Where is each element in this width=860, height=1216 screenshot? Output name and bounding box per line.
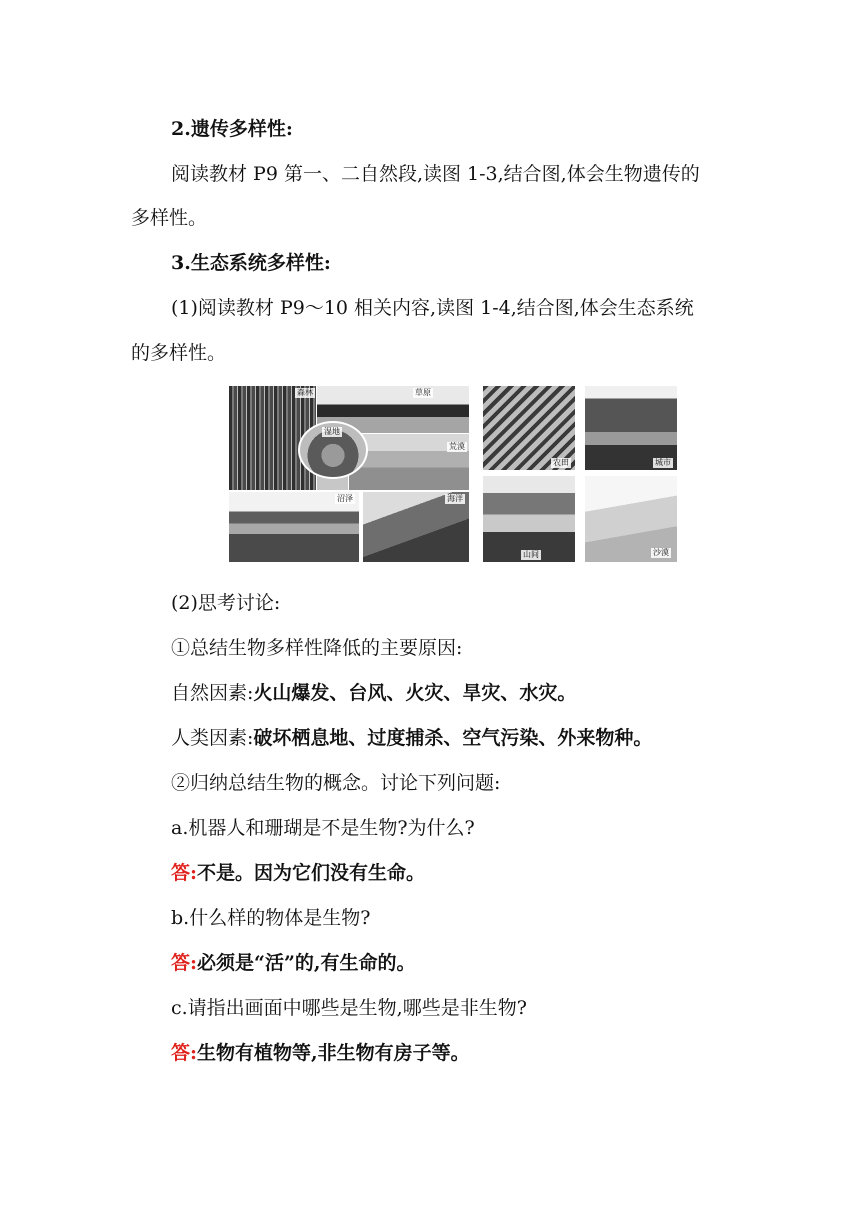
farmland-label: 农田 <box>553 458 569 467</box>
sand-desert-photo <box>584 475 678 563</box>
ocean-label: 海洋 <box>447 494 463 503</box>
wetland-photo <box>298 421 368 479</box>
ecosystem-diversity-text-1: (1)阅读教材 P9～10 相关内容,读图 1-4,结合图,体会生态系统 <box>171 297 694 319</box>
desert-wild-label: 荒漠 <box>449 442 465 451</box>
ecosystem-diversity-title: 3.生态系统多样性: <box>171 252 331 274</box>
answer-label: 答: <box>171 1042 198 1064</box>
answer-a-line <box>171 861 740 885</box>
sand-desert-label: 沙漠 <box>653 548 669 557</box>
city-photo <box>584 385 678 471</box>
mountain-photo <box>482 475 576 563</box>
discussion-title: (2)思考讨论: <box>171 592 281 614</box>
answer-c-line <box>171 1041 740 1065</box>
genetic-diversity-title: 2.遗传多样性: <box>171 118 293 140</box>
natural-factors-answer: 火山爆发、台风、火灾、旱灾、水灾。 <box>253 682 577 704</box>
marsh-photo <box>228 491 360 563</box>
answer-c: 生物有植物等,非生物有房子等。 <box>197 1042 470 1064</box>
genetic-diversity-text-2: 多样性。 <box>131 207 208 229</box>
grassland-label: 草原 <box>415 388 431 397</box>
answer-b-line <box>171 951 740 975</box>
question-2: ②归纳总结生物的概念。讨论下列问题: <box>171 772 501 794</box>
mountain-label: 山间 <box>523 550 539 559</box>
ecosystem-figure <box>228 385 676 561</box>
human-factors-label: 人类因素: <box>171 727 254 749</box>
city-label: 城市 <box>655 458 671 467</box>
answer-label: 答: <box>171 952 198 974</box>
answer-a: 不是。因为它们没有生命。 <box>197 862 426 884</box>
natural-factors-line <box>171 681 740 705</box>
human-factors-answer: 破坏栖息地、过度捕杀、空气污染、外来物种。 <box>253 727 653 749</box>
answer-b: 必须是“活”的,有生命的。 <box>197 952 416 974</box>
question-c: c.请指出画面中哪些是生物,哪些是非生物? <box>171 997 527 1019</box>
question-b: b.什么样的物体是生物? <box>171 907 371 929</box>
farmland-photo <box>482 385 576 471</box>
question-1: ①总结生物多样性降低的主要原因: <box>171 637 463 659</box>
genetic-diversity-text-1: 阅读教材 P9 第一、二自然段,读图 1-3,结合图,体会生物遗传的 <box>171 163 700 185</box>
forest-label: 森林 <box>297 388 313 397</box>
answer-label: 答: <box>171 862 198 884</box>
wetland-label: 湿地 <box>324 427 340 436</box>
natural-factors-label: 自然因素: <box>171 682 254 704</box>
human-factors-line <box>171 726 740 750</box>
question-a: a.机器人和珊瑚是不是生物?为什么? <box>171 817 475 839</box>
marsh-label: 沼泽 <box>337 494 353 503</box>
ecosystem-diversity-text-2: 的多样性。 <box>131 342 227 364</box>
ocean-photo <box>362 491 470 563</box>
